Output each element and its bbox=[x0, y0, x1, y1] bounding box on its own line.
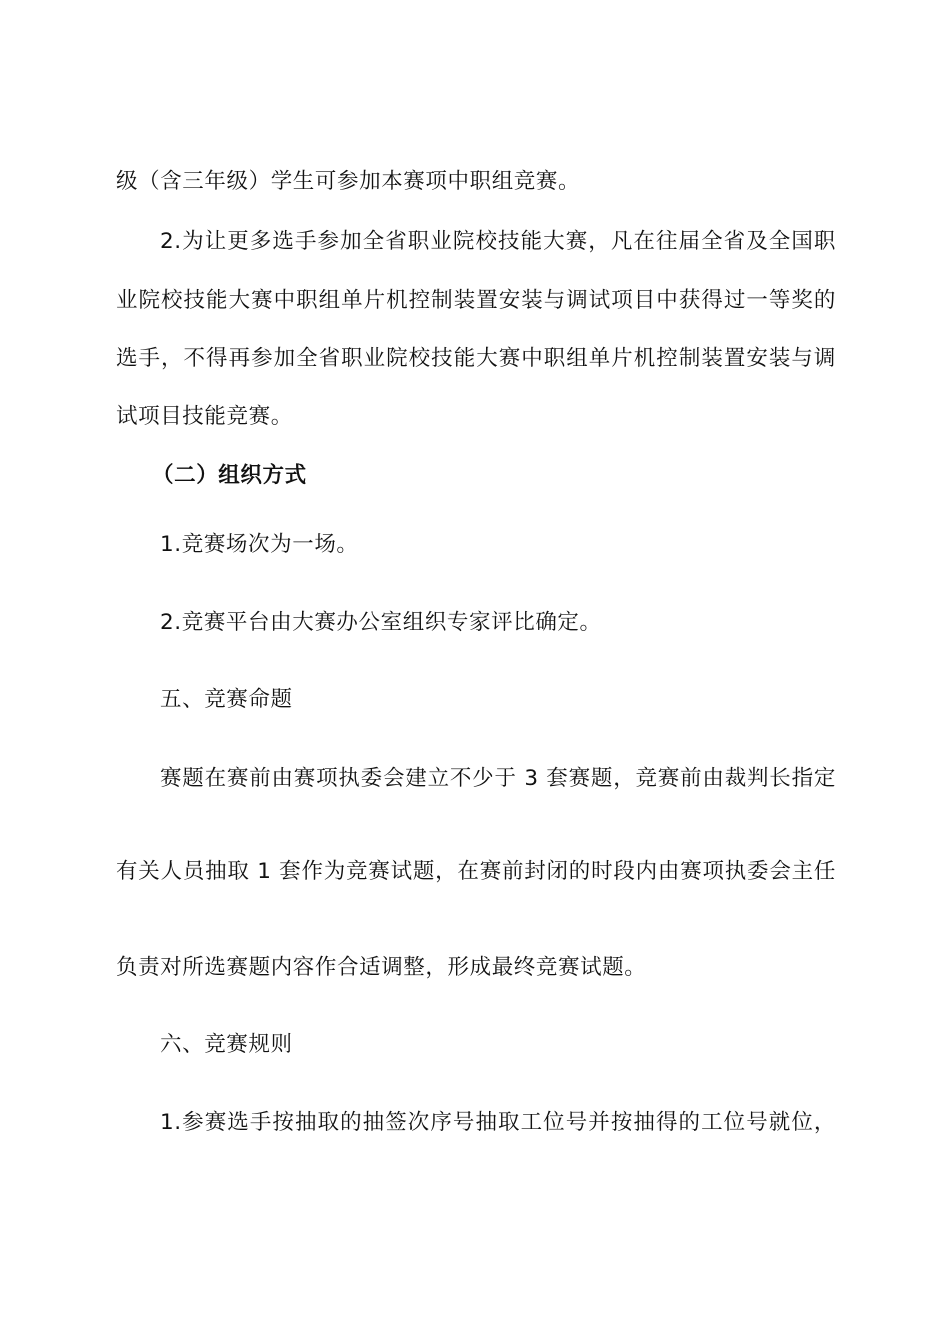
paragraph-line: 1.参赛选手按抽取的抽签次序号抽取工位号并按抽得的工位号就位， bbox=[160, 1110, 836, 1135]
paragraph-line: 业院校技能大赛中职组单片机控制装置安装与调试项目中获得过一等奖的 bbox=[116, 288, 836, 313]
paragraph-line: 1.竞赛场次为一场。 bbox=[160, 532, 359, 557]
paragraph-line: 试项目技能竞赛。 bbox=[116, 404, 293, 429]
paragraph-line: 有关人员抽取 1 套作为竞赛试题，在赛前封闭的时段内由赛项执委会主任 bbox=[116, 859, 836, 884]
section-heading: 六、竞赛规则 bbox=[160, 1032, 293, 1057]
paragraph-line: 级（含三年级）学生可参加本赛项中职组竞赛。 bbox=[116, 169, 581, 194]
paragraph-line: 负责对所选赛题内容作合适调整，形成最终竞赛试题。 bbox=[116, 955, 647, 980]
paragraph-line: 2.为让更多选手参加全省职业院校技能大赛，凡在往届全省及全国职 bbox=[160, 229, 836, 254]
section-heading: （二）组织方式 bbox=[152, 463, 307, 488]
section-heading: 五、竞赛命题 bbox=[160, 687, 293, 712]
paragraph-line: 选手，不得再参加全省职业院校技能大赛中职组单片机控制装置安装与调 bbox=[116, 346, 836, 371]
paragraph-line: 赛题在赛前由赛项执委会建立不少于 3 套赛题，竞赛前由裁判长指定 bbox=[160, 766, 836, 791]
paragraph-line: 2.竞赛平台由大赛办公室组织专家评比确定。 bbox=[160, 610, 602, 635]
